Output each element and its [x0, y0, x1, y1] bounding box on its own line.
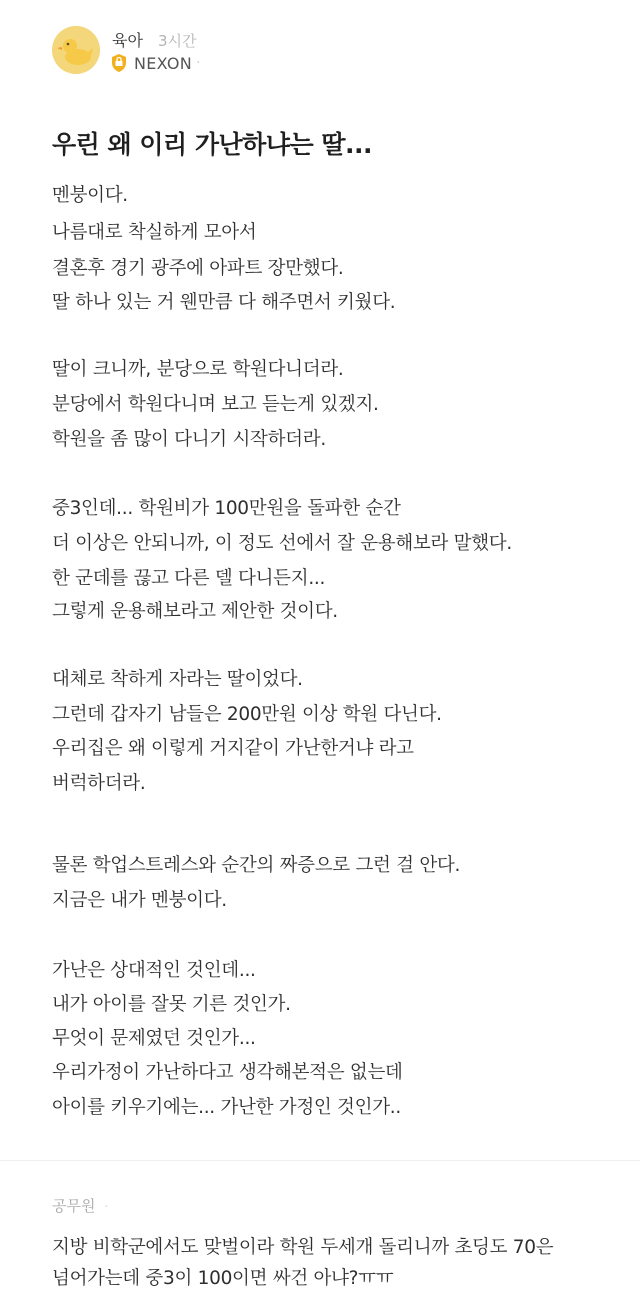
post-line: 무엇이 문제였던 것인가... — [52, 1028, 256, 1049]
post-line: 물론 학업스트레스와 순간의 짜증으로 그런 걸 안다. — [52, 855, 461, 876]
shield-badge-icon — [110, 53, 128, 73]
comment-line: 지방 비학군에서도 맞벌이라 학원 두세개 돌리니까 초딩도 70은 — [52, 1237, 554, 1258]
post-line: 멘붕이다. — [52, 185, 128, 206]
author-avatar[interactable] — [52, 26, 100, 74]
company-name: NEXON — [134, 53, 193, 73]
post-title: 우린 왜 이리 가난하냐는 딸... — [52, 130, 372, 159]
post-line: 그런데 갑자기 남들은 200만원 이상 학원 다닌다. — [52, 704, 442, 725]
comment-author-name[interactable]: 공무원 — [52, 1197, 96, 1215]
post-line: 버럭하더라. — [52, 773, 146, 794]
comment-author-line — [52, 1195, 108, 1216]
post-line: 지금은 내가 멘붕이다. — [52, 890, 227, 911]
post-line: 딸이 크니까, 분당으로 학원다니더라. — [52, 359, 344, 380]
post-line: 더 이상은 안되니까, 이 정도 선에서 잘 운용해보라 말했다. — [52, 533, 512, 554]
comment-divider — [0, 1160, 640, 1161]
company-line — [110, 53, 201, 73]
post-line: 우리집은 왜 이렇게 거지같이 가난한거냐 라고 — [52, 738, 414, 759]
post-time: 3시간 — [158, 32, 197, 50]
post-line: 중3인데... 학원비가 100만원을 돌파한 순간 — [52, 498, 401, 519]
post-line: 딸 하나 있는 거 웬만큼 다 해주면서 키웠다. — [52, 292, 396, 313]
author-name[interactable]: 육아 — [112, 31, 143, 50]
author-line — [112, 28, 197, 51]
rubber-duck-icon — [52, 26, 100, 74]
post-line: 분당에서 학원다니며 보고 듣는게 있겠지. — [52, 394, 379, 415]
post-line: 나름대로 착실하게 모아서 — [52, 222, 257, 243]
post-line: 대체로 착하게 자라는 딸이었다. — [52, 669, 303, 690]
post-line: 내가 아이를 잘못 기른 것인가. — [52, 994, 291, 1015]
post-line: 가난은 상대적인 것인데... — [52, 960, 256, 981]
post-line: 우리가정이 가난하다고 생각해본적은 없는데 — [52, 1062, 403, 1083]
post-line: 학원을 좀 많이 다니기 시작하더라. — [52, 429, 326, 450]
post-line: 한 군데를 끊고 다른 델 다니든지... — [52, 568, 326, 589]
comment-line: 넘어가는데 중3이 100이면 싸건 아냐?ㅠㅠ — [52, 1268, 394, 1289]
company-separator: · — [196, 55, 201, 71]
post-line: 그렇게 운용해보라고 제안한 것이다. — [52, 601, 338, 622]
post-line: 아이를 키우기에는... 가난한 가정인 것인가.. — [52, 1097, 401, 1118]
comment-author-separator: · — [104, 1200, 109, 1215]
post-line: 결혼후 경기 광주에 아파트 장만했다. — [52, 258, 344, 279]
